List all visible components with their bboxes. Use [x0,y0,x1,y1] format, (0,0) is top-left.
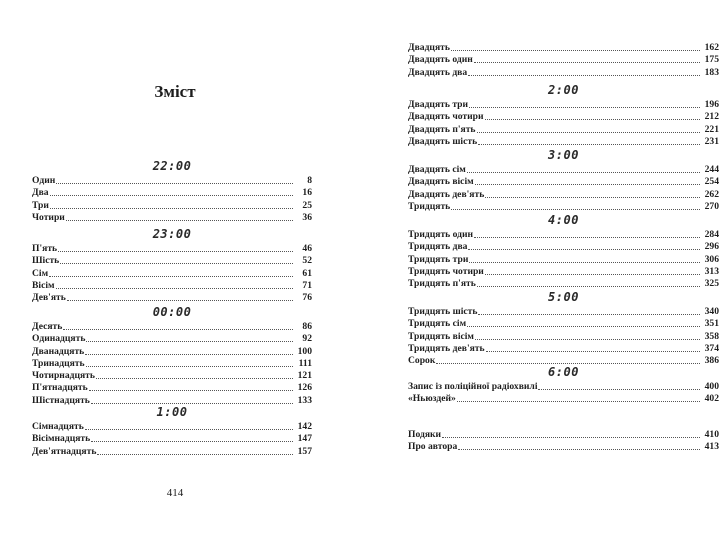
toc-entry [408,229,719,241]
dot-leader [97,446,293,455]
toc-entry-page: 111 [298,357,312,369]
dot-leader [474,54,700,63]
toc-entry-page: 121 [297,370,312,382]
dot-leader [50,187,293,196]
toc-entry-title: Сорок [408,355,436,367]
toc-entry-title: Десять [32,321,63,332]
dot-leader [485,189,700,198]
toc-entry-page: 386 [704,355,719,367]
toc-entry-title: Запис із поліційної радіохвилі [408,381,538,392]
toc-section [408,82,719,148]
toc-entry [32,243,312,255]
toc-entry [408,42,719,54]
toc-entry-page: 46 [302,243,312,254]
dot-leader [451,201,700,210]
toc-entry-title: Чотири [32,211,65,223]
toc-entry-page: 142 [297,421,312,432]
toc-entry [408,318,719,330]
toc-entry-page: 325 [704,278,719,290]
toc-entry-page: 358 [704,330,719,342]
toc-section [408,289,719,367]
dot-leader [468,67,700,76]
section-time-heading: 1:00 [156,405,188,419]
dot-leader [56,175,293,184]
toc-entry [408,99,719,111]
toc-entry-title: Тридцять один [408,229,474,240]
toc-section [408,212,719,290]
toc-entry [32,280,312,292]
toc-entry-title: Один [32,175,56,186]
toc-entry-page: 340 [704,306,719,317]
toc-entry-page: 147 [297,433,312,445]
toc-entry-page: 52 [302,255,312,267]
toc-entry-title: Тридцять п'ять [408,278,476,290]
dot-leader [478,306,700,315]
dot-leader [467,164,700,173]
toc-entry-title: Тридцять дев'ять [408,342,485,354]
toc-entry-title: Тридцять шість [408,306,478,317]
toc-entry [408,441,719,453]
dot-leader [442,429,700,438]
dot-leader [91,433,293,442]
dot-leader [477,124,700,133]
toc-entry-page: 157 [297,445,312,457]
toc-entry-page: 244 [704,164,719,175]
toc-entry [408,331,719,343]
toc-entry-title: Три [32,199,49,211]
toc-entry-title: Дев'ять [32,292,66,304]
dot-leader [49,268,293,277]
toc-entry-page: 92 [302,333,312,345]
toc-entry-page: 61 [302,267,312,279]
toc-entry [32,433,312,445]
section-time-heading: 4:00 [548,213,579,227]
section-time-heading: 2:00 [548,83,579,97]
dot-leader [86,358,293,367]
dot-leader [67,292,293,301]
toc-entry-title: Сім [32,267,49,279]
toc-entry-title: Вісімнадцять [32,433,91,445]
toc-entry-title: Двадцять три [408,99,469,110]
dot-leader [66,212,293,221]
toc-entry [408,176,719,188]
toc-entry-title: Два [32,187,49,199]
dot-leader [86,333,293,342]
dot-leader [477,278,700,287]
toc-entry [408,241,719,253]
toc-entry-page: 262 [704,188,719,200]
toc-entry [32,370,312,382]
toc-section [408,364,719,406]
toc-entry-page: 183 [704,66,719,78]
toc-entry-page: 86 [302,321,312,332]
toc-entry-title: Двадцять п'ять [408,123,476,135]
toc-entry-page: 351 [704,318,719,330]
toc-entry [408,67,719,79]
toc-entry-page: 71 [302,279,312,291]
dot-leader [96,370,293,379]
toc-entry-title: Двадцять два [408,66,468,78]
toc-entry [408,189,719,201]
toc-entry-page: 133 [297,394,312,406]
toc-entry-title: Двадцять один [408,54,473,66]
toc-entry [32,321,312,333]
toc-entry-page: 313 [704,265,719,277]
toc-entry-title: Двадцять вісім [408,176,474,188]
toc-entry [408,254,719,266]
toc-entry-page: 410 [704,429,719,440]
toc-entry [32,382,312,394]
toc-entry-page: 374 [704,342,719,354]
toc-entry-title: Дев'ятнадцять [32,445,97,457]
toc-entry-title: Тридцять [408,200,451,212]
toc-entry-title: Двадцять шість [408,135,478,147]
toc-entry [32,255,312,267]
dot-leader [451,42,700,51]
dot-leader [457,393,700,402]
dot-leader [63,321,293,330]
toc-entry-title: Про автора [408,441,458,453]
dot-leader [469,254,700,263]
toc-entry-title: Тринадцять [32,357,85,369]
contents-title: Зміст [154,82,196,101]
section-time-heading: 6:00 [548,365,579,379]
dot-leader [89,382,293,391]
toc-entry [408,393,719,405]
toc-entry-title: Тридцять три [408,253,469,265]
dot-leader [474,229,700,238]
toc-entry-page: 270 [704,200,719,212]
toc-entry [408,306,719,318]
toc-entry-page: 100 [297,345,312,357]
toc-entry-page: 402 [704,393,719,405]
dot-leader [85,346,293,355]
toc-entry [32,421,312,433]
toc-entry-title: Двадцять дев'ять [408,188,485,200]
toc-entry-title: Тридцять два [408,241,468,253]
toc-entry [32,333,312,345]
dot-leader [60,255,293,264]
toc-entry-title: Вісім [32,279,55,291]
toc-entry-page: 254 [704,176,719,188]
section-time-heading: 22:00 [152,159,192,173]
toc-entry-title: Сімнадцять [32,421,84,432]
section-time-heading: 3:00 [548,148,579,162]
toc-section [408,147,719,213]
toc-section [32,404,312,458]
dot-leader [486,343,700,352]
dot-leader [478,136,700,145]
toc-entry-page: 306 [704,253,719,265]
dot-leader [458,441,700,450]
dot-leader [485,266,700,275]
toc-entry-title: Двадцять [408,42,450,53]
toc-section [408,42,719,79]
toc-entry [408,111,719,123]
toc-entry-page: 25 [302,199,312,211]
toc-section [32,304,312,407]
section-time-heading: 5:00 [548,290,579,304]
dot-leader [58,243,293,252]
dot-leader [50,200,293,209]
section-time-heading: 00:00 [152,305,192,319]
toc-entry-title: Одинадцять [32,333,86,345]
toc-section [32,158,312,224]
toc-entry [408,429,719,441]
dot-leader [468,241,700,250]
toc-entry-page: 231 [704,135,719,147]
toc-entry-page: 126 [297,382,312,394]
toc-entry [32,346,312,358]
toc-entry-page: 8 [307,175,312,186]
dot-leader [469,99,700,108]
toc-entry [408,381,719,393]
dot-leader [467,318,700,327]
toc-entry-page: 76 [302,292,312,304]
toc-entry [408,124,719,136]
toc-entry [32,200,312,212]
toc-entry-page: 221 [704,123,719,135]
toc-entry [32,268,312,280]
section-time-heading: 23:00 [152,227,192,241]
toc-entry [408,266,719,278]
toc-entry-title: Шість [32,255,60,267]
dot-leader [91,395,293,404]
toc-entry-title: Двадцять сім [408,164,466,175]
toc-entry-title: Тридцять сім [408,318,467,330]
dot-leader [538,381,700,390]
dot-leader [475,331,700,340]
toc-entry [408,54,719,66]
toc-entry-page: 196 [704,99,719,110]
toc-entry [408,164,719,176]
toc-section [32,226,312,304]
toc-entry-title: Дванадцять [32,345,85,357]
dot-leader [85,421,293,430]
toc-entry-page: 400 [704,381,719,392]
toc-entry-page: 36 [302,211,312,223]
toc-entry-page: 296 [704,241,719,253]
dot-leader [436,355,700,364]
left-page [0,0,350,545]
toc-entry-page: 175 [704,54,719,66]
toc-entry-title: П'ять [32,243,58,254]
dot-leader [475,176,700,185]
toc-entry-title: П'ятнадцять [32,382,88,394]
toc-entry-title: Тридцять вісім [408,330,474,342]
toc-entry [32,212,312,224]
page-number: 414 [166,487,184,499]
toc-entry-page: 212 [704,111,719,123]
dot-leader [56,280,293,289]
toc-entry [32,292,312,304]
toc-entry-title: Тридцять чотири [408,265,484,277]
toc-entry-page: 284 [704,229,719,240]
toc-entry-title: Шістнадцять [32,394,90,406]
toc-entry-title: «Ньюздей» [408,393,456,405]
toc-entry [408,343,719,355]
toc-entry [32,446,312,458]
toc-entry-page: 16 [302,187,312,199]
toc-entry-title: Двадцять чотири [408,111,484,123]
toc-entry-title: Чотирнадцять [32,370,95,382]
toc-section [408,429,719,454]
toc-entry-page: 162 [704,42,719,53]
toc-entry [32,175,312,187]
dot-leader [485,111,700,120]
toc-entry [32,358,312,370]
toc-entry [32,187,312,199]
toc-entry-page: 413 [704,441,719,453]
toc-entry-title: Подяки [408,429,442,440]
right-page [360,0,720,545]
